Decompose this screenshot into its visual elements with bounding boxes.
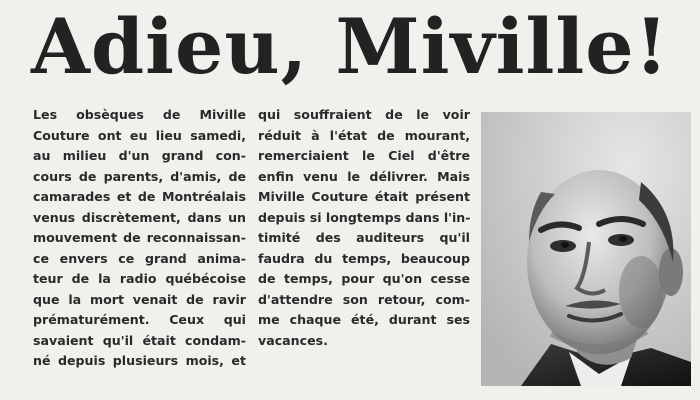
text-line: savaient qu'il était condam- [33,332,246,348]
text-line: Couture ont eu lieu samedi, [33,127,246,143]
text-line: remerciaient le Ciel d'être [258,148,470,163]
text-line: me chaque été, durant ses [258,312,470,327]
text-line: prématurément. Ceux qui [33,312,246,327]
text-line: que la mort venait de ravir [33,291,246,307]
text-line: camarades et de Montréalais [33,189,246,204]
text-line: réduit à l'état de mourant, [258,127,470,143]
text-line: Miville Couture était présent [258,189,470,204]
text-line: ce envers ce grand anima- [33,250,246,266]
portrait-photo [481,112,691,386]
article-column-1 [33,105,246,372]
text-line: cours de parents, d'amis, de [33,168,246,184]
text-line: timité des auditeurs qu'il [258,230,470,245]
headline: Adieu, Miville! [31,2,669,91]
text-line: teur de la radio québécoise [33,271,246,286]
text-line: d'attendre son retour, com- [258,291,470,307]
text-line: de temps, pour qu'on cesse [258,271,470,286]
text-line: né depuis plusieurs mois, et [33,353,246,368]
text-line: vacances. [258,332,328,348]
text-line: au milieu d'un grand con- [33,148,246,163]
text-line: mouvement de reconnaissan- [33,230,246,245]
article-column-2 [258,105,470,351]
text-line: faudra du temps, beaucoup [258,250,470,266]
text-line: qui souffraient de le voir [258,107,470,122]
text-line: venus discrètement, dans un [33,209,246,225]
text-line: depuis si longtemps dans l'in- [258,209,471,225]
text-line: enfin venu le délivrer. Mais [258,168,470,184]
text-line: Les obsèques de Miville [33,107,246,122]
